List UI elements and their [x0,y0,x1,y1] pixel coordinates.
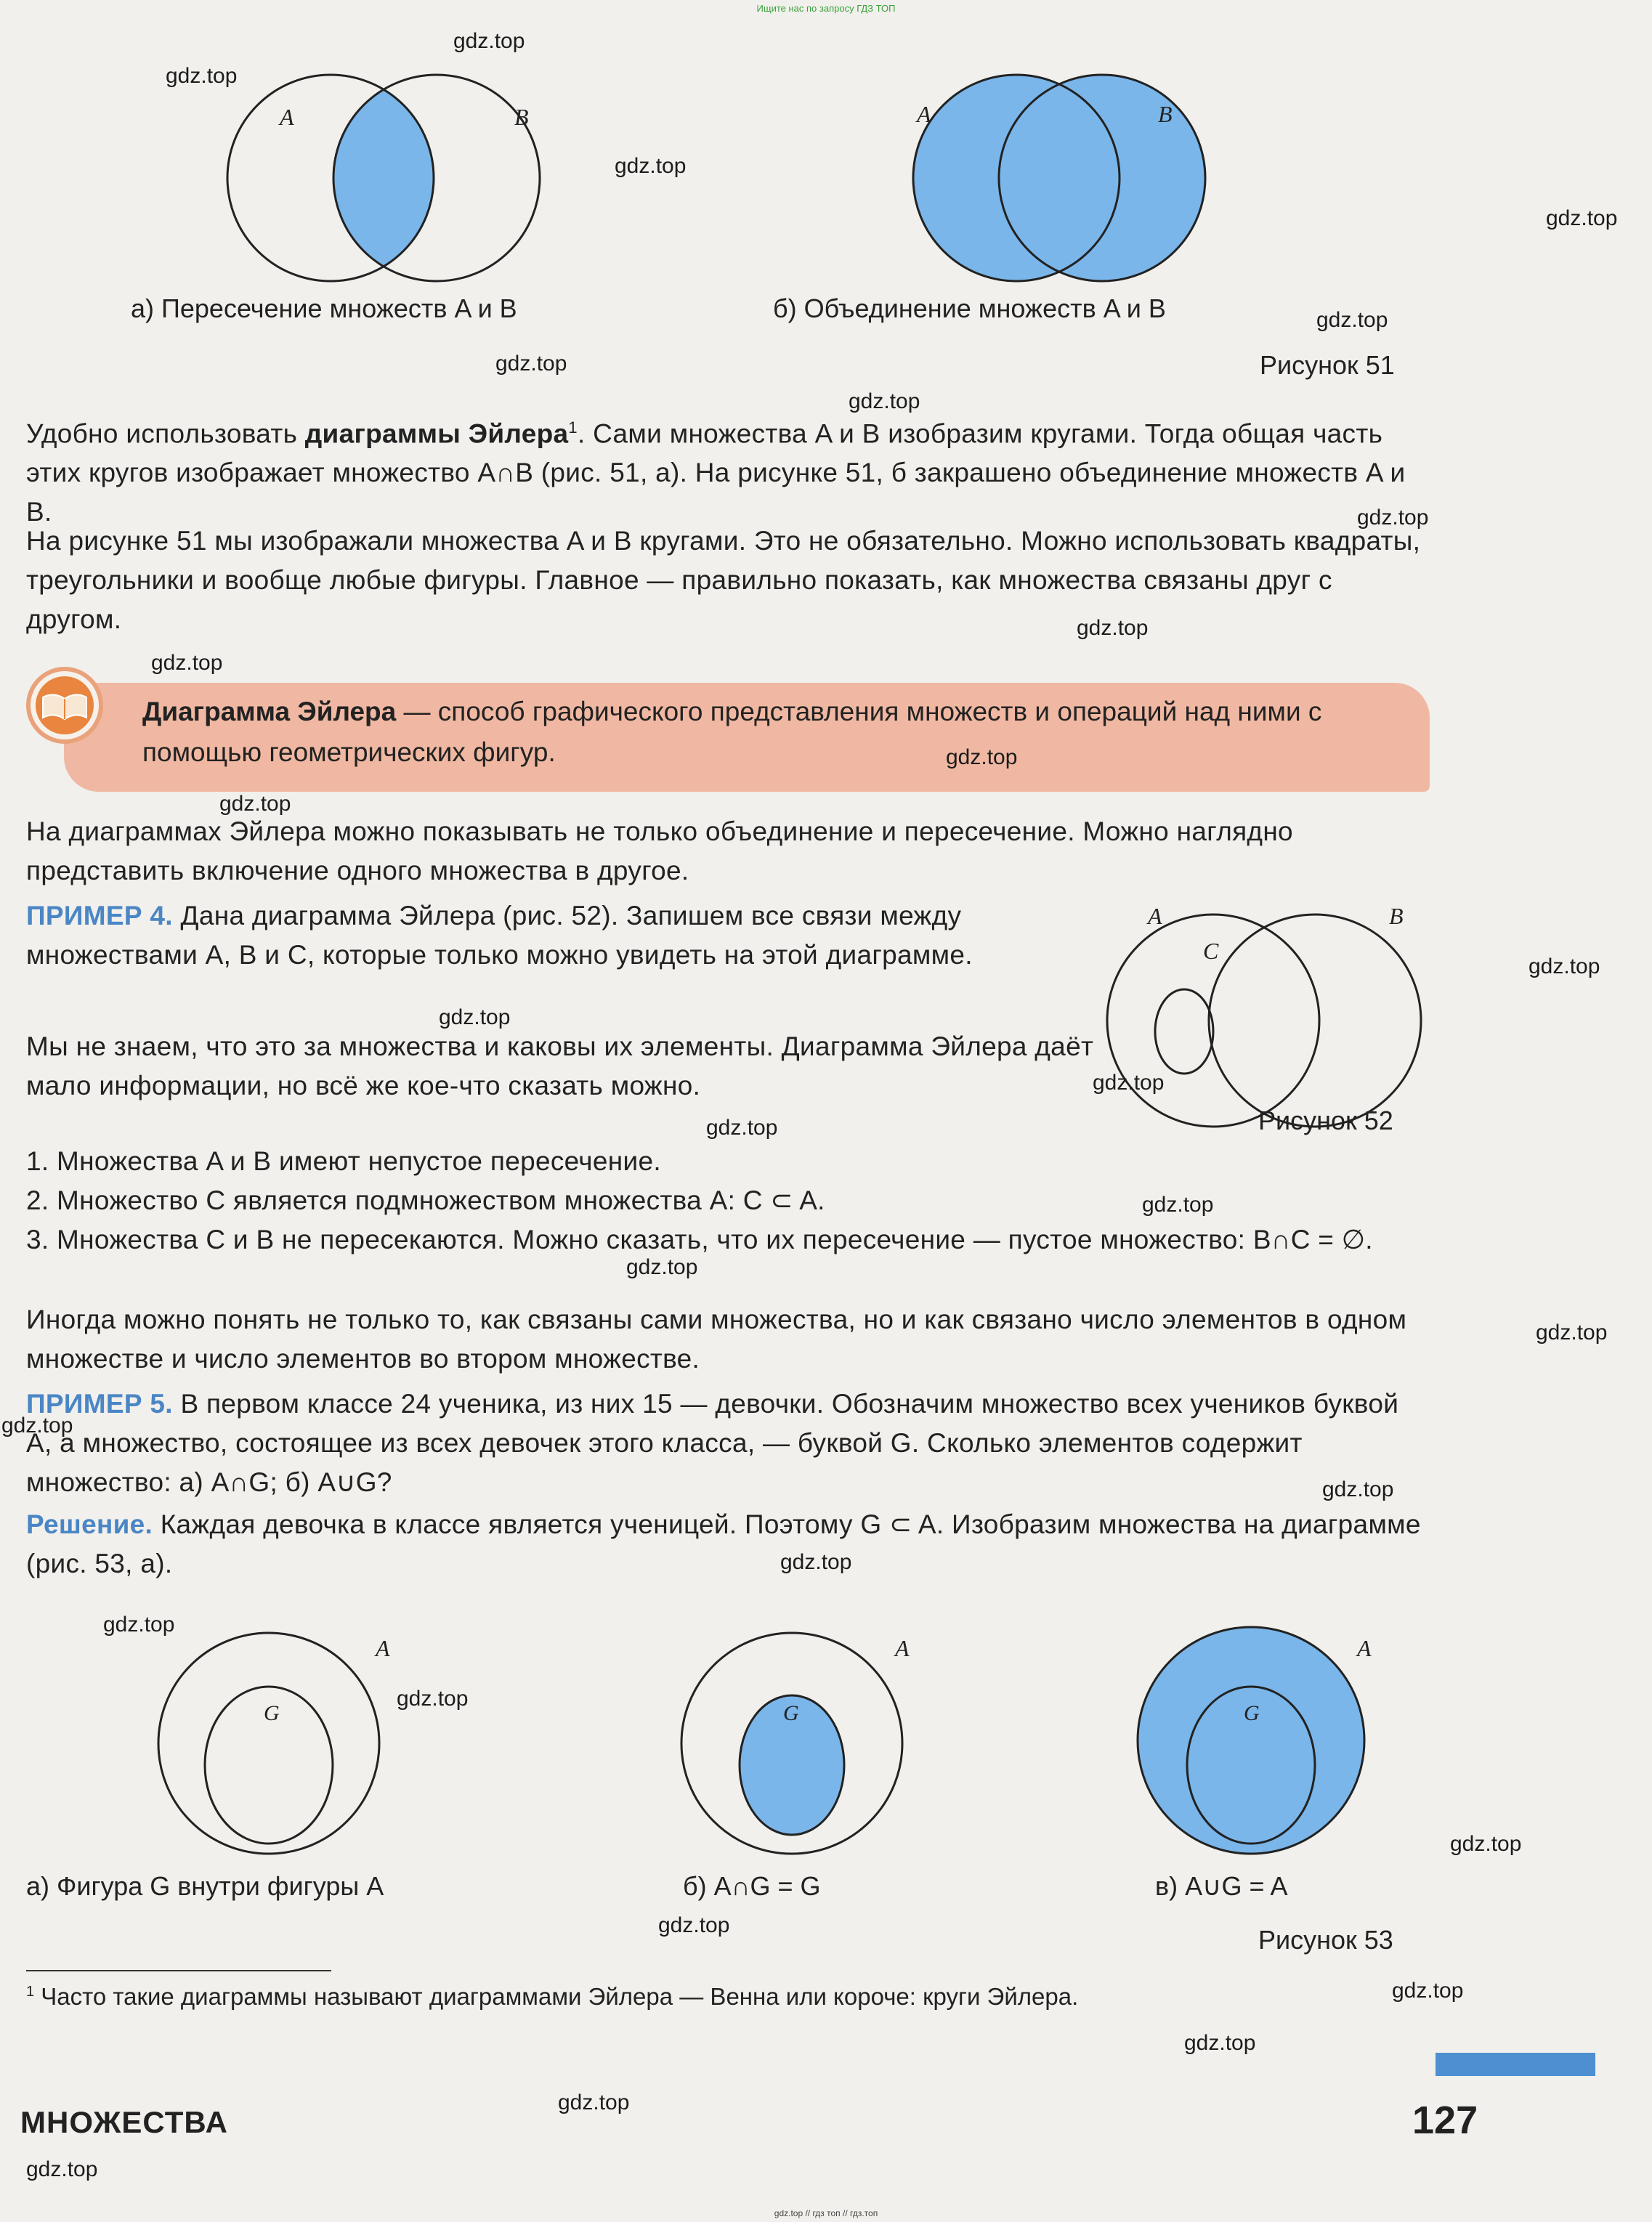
fig53-caption: Рисунок 53 [1258,1925,1393,1955]
paragraph-shapes: На рисунке 51 мы изображали множества A и B кругами. Это не обязательно. Можно использовать квадраты, треугольники и вообще любые фигуры. Главное — правильно показать, как множества связаны друг с другом. [26,526,1421,634]
watermark: gdz.top [706,1116,778,1140]
watermark: gdz.top [1,1414,73,1438]
fig51a-label-a: A [280,104,294,130]
page-accent-bar [1436,2053,1595,2076]
fig51b-caption: б) Объединение множеств A и B [773,293,1166,323]
watermark: gdz.top [558,2091,630,2114]
fig53b-label-g: G [783,1701,799,1725]
watermark: gdz.top [1093,1071,1165,1095]
watermark: gdz.top [26,2157,98,2181]
list-item-2: 2. Множество C является подмножеством множества A: C ⊂ A. [26,1185,825,1215]
watermark: gdz.top [151,651,223,675]
watermark: gdz.top [1316,308,1388,332]
site-bottom-note: gdz.top // гдз топ // гдз.топ [774,2208,878,2218]
fig51a-venn [227,75,540,281]
watermark: gdz.top [626,1255,698,1279]
watermark: gdz.top [780,1550,852,1574]
solution: Решение. Каждая девочка в классе является ученицей. Поэтому G ⊂ A. Изобразим множества на диаграмме (рис. 53, а). [26,1509,1421,1578]
watermark: gdz.top [453,29,525,53]
watermark: gdz.top [615,154,687,178]
site-search-note: Ищите нас по запросу ГДЗ ТОП [756,3,896,14]
fig51a-label-b: B [514,104,529,130]
list-item-1: 1. Множества A и B имеют непустое пересечение. [26,1146,661,1176]
fig53a-label-g: G [264,1701,280,1725]
watermark: gdz.top [166,64,238,88]
fig51b-venn [913,75,1205,281]
fig53a-venn [158,1633,390,1854]
fig53a-caption: а) Фигура G внутри фигуры A [26,1871,384,1901]
book-icon [25,665,105,745]
footnote: $^1$ Часто такие диаграммы называют диаграммами Эйлера — Венна или короче: круги Эйлера. [26,1983,1079,2010]
example-5-keyword: ПРИМЕР 5. [26,1389,173,1419]
watermark: gdz.top [946,745,1018,769]
watermark: gdz.top [219,792,291,816]
fig53b-caption: б) A∩G = G [683,1871,821,1901]
watermark: gdz.top [1450,1832,1522,1856]
list-item-3: 3. Множества C и B не пересекаются. Можно сказать, что их пересечение — пустое множество: B∩C = ∅. [26,1225,1373,1254]
figure-52 [1090,901,1467,1133]
watermark: gdz.top [1546,206,1618,230]
fig51a-caption: а) Пересечение множеств A и B [131,293,517,323]
fig52-label-b: B [1389,903,1404,929]
example-4-keyword: ПРИМЕР 4. [26,901,173,930]
fig53a-circle-a [158,1633,379,1854]
fig53a-label-a: A [376,1635,390,1661]
fig52-circle-b [1209,915,1421,1127]
solution-keyword: Решение. [26,1509,153,1539]
watermark: gdz.top [439,1005,511,1029]
fig52-label-a: A [1148,903,1162,929]
footnote-rule [26,1970,331,1971]
section-title: МНОЖЕСТВА [20,2105,228,2139]
page-number: 127 [1412,2099,1478,2142]
fig53c-caption: в) A∪G = A [1155,1871,1288,1901]
fig52-circle-c [1155,989,1213,1074]
figure-53 [0,1613,1652,1903]
paragraph-euler-intro: Удобно использовать диаграммы Эйлера$^1$. Сами множества A и B изобразим кругами. Тогда общая часть этих кругов изображает множество A∩B (рис. 51, а). На рисунке 51, б закрашено объединение множеств A и B. [26,418,1406,527]
watermark: gdz.top [1184,2031,1256,2055]
figure-51 [0,0,1652,407]
definition-text: Диаграмма Эйлера — способ графического представления множеств и операций над ними с помощью геометрических фигур. [142,697,1322,767]
watermark: gdz.top [1142,1193,1214,1217]
paragraph-inclusion: На диаграммах Эйлера можно показывать не только объединение и пересечение. Можно наглядно представить включение одного множества в другое. [26,816,1293,885]
example-5: ПРИМЕР 5. В первом классе 24 ученика, из них 15 — девочки. Обозначим множество всех учеников буквой A, а множество, состоящее из всех девочек этого класса, — буквой G. Сколько элементов содержит множество: а) A∩G; б) A∪G? [26,1389,1399,1497]
fig53c-label-a: A [1357,1635,1372,1661]
fig53c-label-g: G [1244,1701,1260,1725]
watermark: gdz.top [397,1687,469,1711]
fig52-caption: Рисунок 52 [1258,1106,1393,1135]
fig53b-venn [681,1633,910,1854]
fig53b-label-a: A [895,1635,910,1661]
fig51b-label-b: B [1158,101,1173,127]
watermark: gdz.top [849,389,920,413]
watermark: gdz.top [1322,1477,1394,1501]
watermark: gdz.top [658,1913,730,1937]
fig51-caption: Рисунок 51 [1260,350,1395,380]
watermark: gdz.top [1392,1979,1464,2003]
paragraph-little-info: Мы не знаем, что это за множества и каковы их элементы. Диаграмма Эйлера даёт мало информации, но всё же кое-что сказать можно. [26,1031,1094,1100]
fig53c-circle-a [1138,1627,1364,1854]
fig53c-venn [1138,1627,1372,1854]
watermark: gdz.top [1357,506,1429,530]
fig51b-label-a: A [917,101,931,127]
watermark: gdz.top [103,1613,175,1637]
fig52-label-c: C [1203,938,1219,964]
watermark: gdz.top [1536,1321,1608,1345]
watermark: gdz.top [1077,616,1149,640]
example-4: ПРИМЕР 4. Дана диаграмма Эйлера (рис. 52). Запишем все связи между множествами A, B и C, которые только можно увидеть на этой диаграмме. [26,901,973,970]
watermark: gdz.top [1528,954,1600,978]
watermark: gdz.top [495,352,567,376]
paragraph-count: Иногда можно понять не только то, как связаны сами множества, но и как связано число элементов в одном множестве и число элементов во втором множестве. [26,1305,1407,1374]
